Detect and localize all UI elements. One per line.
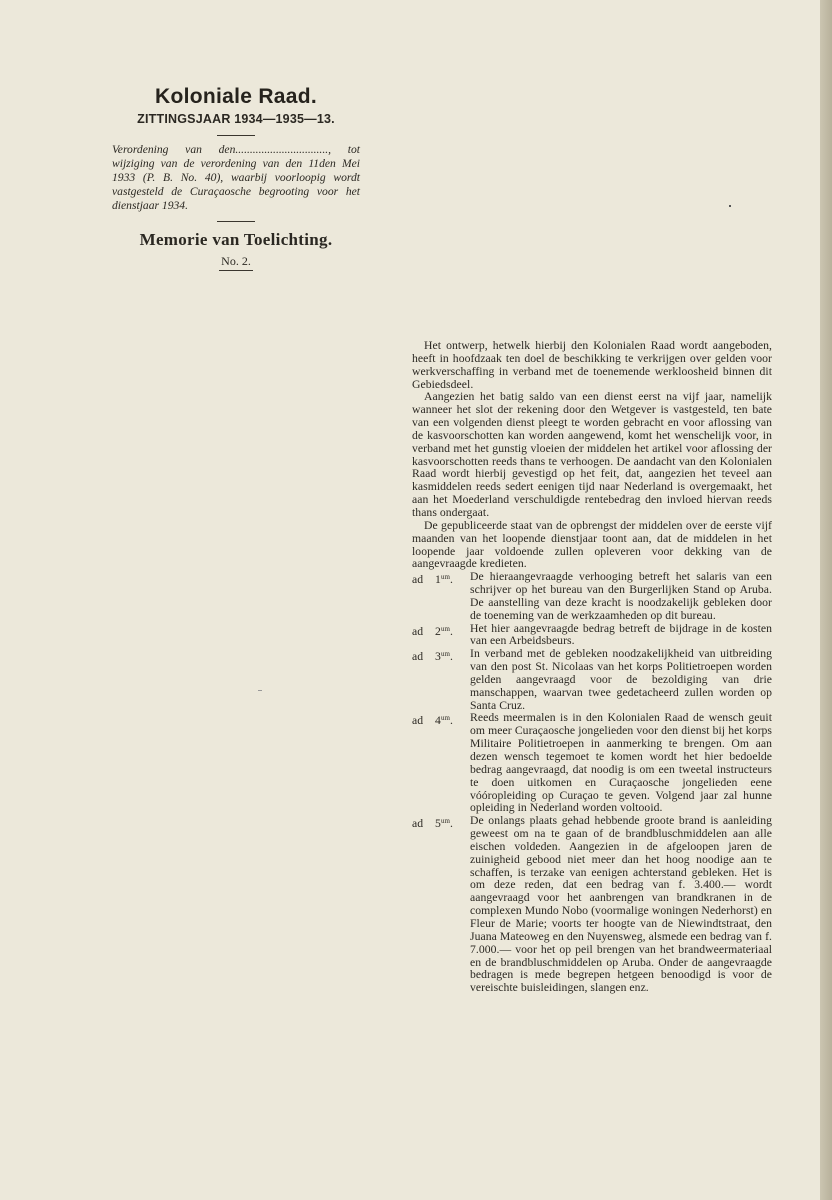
item-text: De onlangs plaats gehad hebbende groote brand is aanleiding geweest om na te gaan of de brandbluschmiddelen aan alle eischen voldeden. Aangezien in de afgeloopen jaren de zuinigheid gebood niet meer dan het hoog noodige aan te schaffen, is terzake van eenigen achterstand gebleken. Het is om deze reden, dat een bedrag van f. 3.400.— wordt aangevraagd voor het aanbrengen van brandkranen in de complexen Mundo Nobo (voormalige woningen Nederhorst) en Fleur de Marie; voorts ter hoogte van de Niewindtstraat, den Juana Mateoweg en den Nuyensweg, alsmede een bedrag van f. 7.000.— voor het op peil brengen van het brandweermateriaal en de brandbluschmiddelen op Aruba. Onder de aangevraagde bedragen is mede begrepen hetgeen benoodigd is voor de vereischte buisleidingen, slangen enz. (470, 814, 772, 995)
ordinance-subject: Verordening van den................................, tot wijziging van de verordening van den 11den Mei 1933 (P. B. No. 40), waarbij voorloopig wordt vastgesteld de Curaçaosche begrooting voor het dienstjaar 1934. (112, 143, 360, 212)
list-item (412, 571, 772, 622)
paragraph: Aangezien het batig saldo van een dienst eerst na vijf jaar, namelijk wanneer het slot der rekening door den Wetgever is vastgesteld, ten bate van een volgenden dienst pleegt te worden gebracht en voor aflossing van de kasvoorschotten kan worden aangewend, komt het wenschelijk voor, in verband met het gunstig vloeien der middelen het artikel voor aflossing der kasvoorschotten reeds thans te verhoogen. De aandacht van den Kolonialen Raad wordt hierbij gevestigd op het feit, dat, aangezien het teveel aan kasmiddelen reeds sedert eenigen tijd naar Nederland is overgemaakt, het aan het Moederland verschuldigde rentebedrag den invloed hiervan reeds thans ondergaat. (412, 390, 772, 519)
item-label: ad $3^{um}$. (412, 650, 453, 664)
council-title: Koloniale Raad. (154, 85, 318, 108)
list-item (412, 623, 772, 649)
document-header (108, 84, 364, 271)
item-label: ad $5^{um}$. (412, 817, 453, 831)
divider (217, 135, 255, 136)
memo-title: Memorie van Toelichting. (139, 230, 333, 249)
session-year: ZITTINGSJAAR 1934—1935—13. (137, 112, 335, 126)
divider (217, 221, 255, 222)
item-label: ad $1^{um}$. (412, 573, 453, 587)
page-edge (820, 0, 832, 1200)
item-text: In verband met de gebleken noodzakelijkheid van uitbreiding van den post St. Nicolaas van het korps Politietroepen worden gelden aangevraagd voor de bezoldiging van drie manschappen, waarvan twee gedetacheerd zullen worden op Santa Cruz. (470, 647, 772, 712)
list-item (412, 712, 772, 815)
paragraph: De gepubliceerde staat van de opbrengst der middelen over de eerste vijf maanden van het loopende dienstjaar toont aan, dat de middelen in het loopende jaar voldoende zullen opleveren voor dekking van de aangevraagde kredieten. (412, 518, 772, 571)
page-speck (258, 690, 262, 691)
list-item (412, 648, 772, 712)
memo-body (412, 340, 772, 995)
item-text: Het hier aangevraagde bedrag betreft de bijdrage in de kosten van een Arbeidsbeurs. (470, 621, 772, 648)
page-speck (729, 205, 731, 207)
item-label: ad $2^{um}$. (412, 624, 453, 638)
item-text: De hieraangevraagde verhooging betreft het salaris van een schrijver op het bureau van den Burgerlijken Stand op Aruba. De aanstelling van deze kracht is noodzakelijk gebleken door de toeneming van de werkzaamheden op dit bureau. (470, 570, 772, 622)
item-label: ad $4^{um}$. (412, 714, 453, 728)
paragraph: Het ontwerp, hetwelk hierbij den Kolonialen Raad wordt aangeboden, heeft in hoofdzaak ten doel de beschikking te verkrijgen over gelden voor werkverschaffing in verband met de toenemende werkloosheid binnen dit Gebiedsdeel. (412, 339, 772, 391)
list-item (412, 815, 772, 995)
number-underline (219, 270, 253, 271)
item-text: Reeds meermalen is in den Kolonialen Raad de wensch geuit om meer Curaçaosche jongelieden voor den dienst bij het korps Militaire Politietroepen in aanmerking te brengen. Om aan dezen wensch tegemoet te komen wordt het hier bedoelde bedrag aangevraagd, dat noodig is om een tweetal instructeurs te doen uitkomen en Curaçaosche jongelieden eene vóóropleiding op Curaçao te geven. Volgend jaar zal hunne opleiding in Nederland worden voltooid. (470, 711, 772, 815)
document-number: No. 2. (221, 254, 251, 268)
